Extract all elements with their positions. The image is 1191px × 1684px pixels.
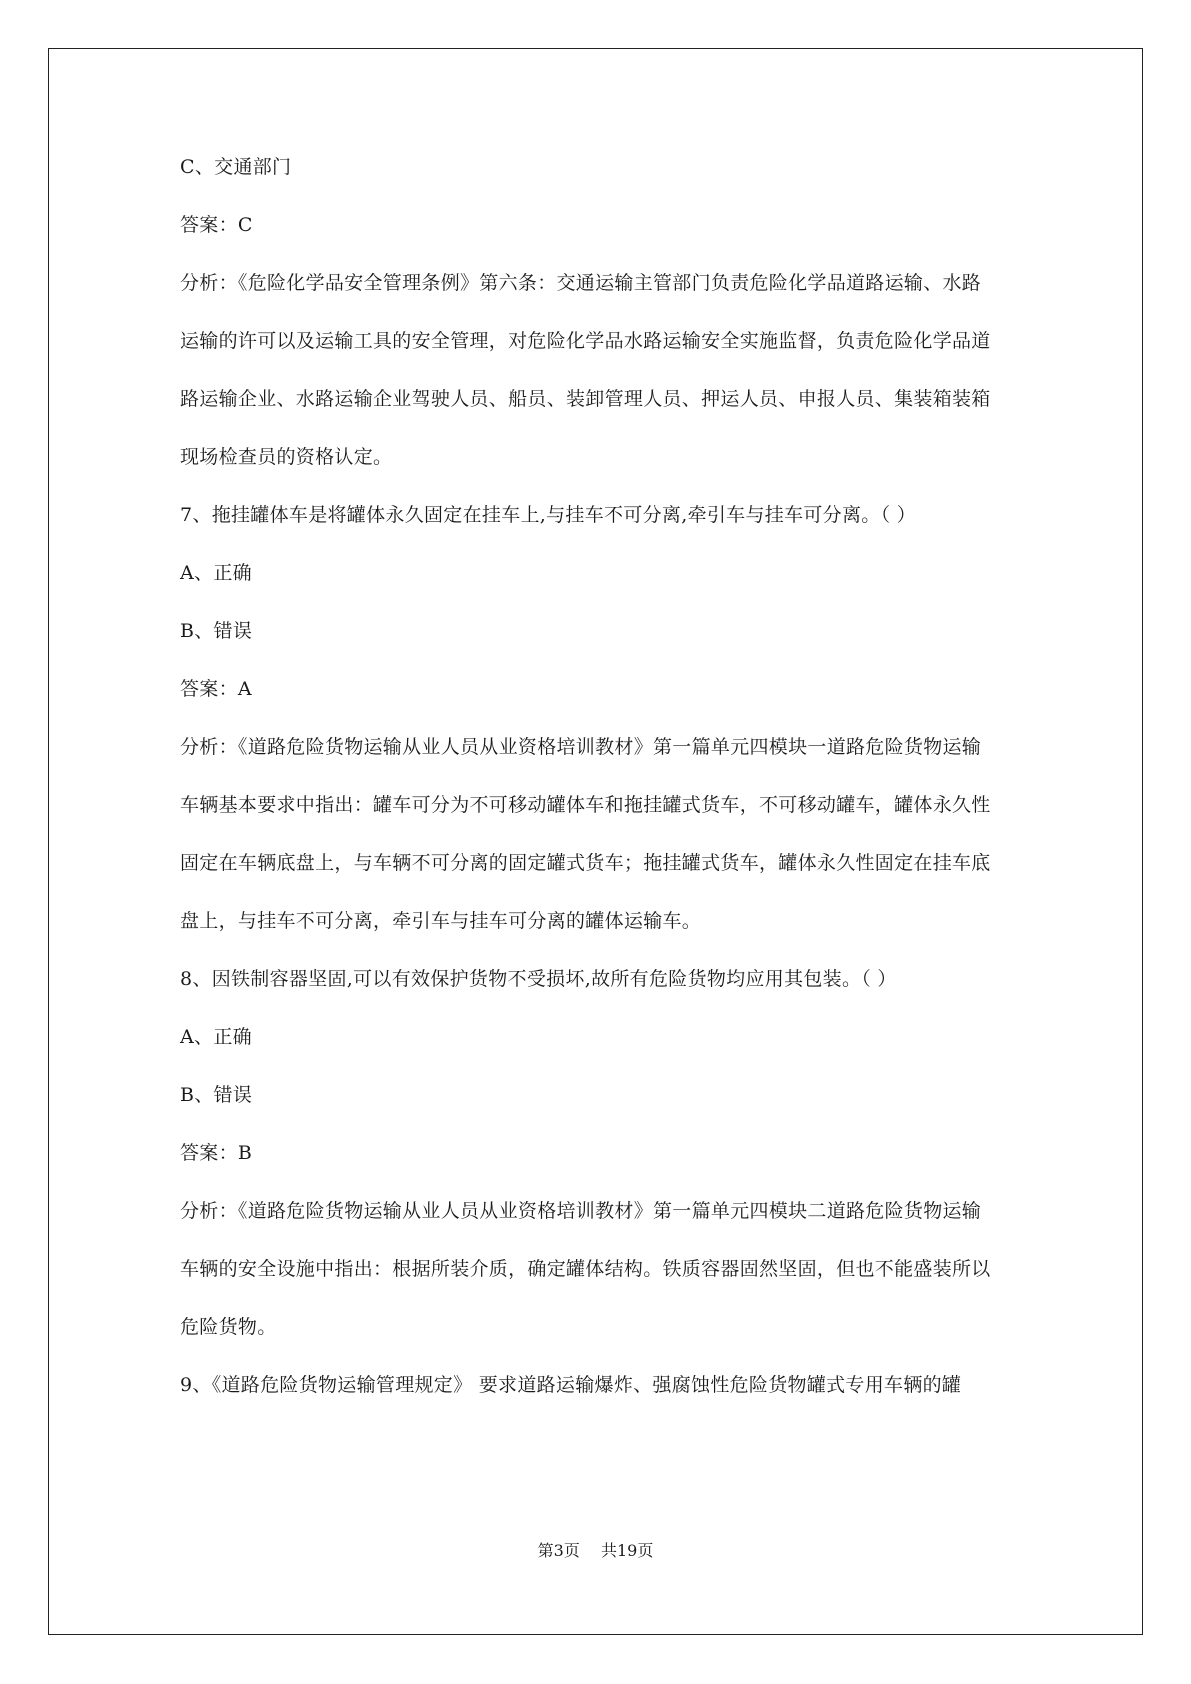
question-8: 8、因铁制容器坚固,可以有效保护货物不受损坏,故所有危险货物均应用其包装。（ ） [180,968,897,990]
question-8-option-b: B、错误 [180,1084,253,1106]
analysis-7-line-3: 固定在车辆底盘上，与车辆不可分离的固定罐式货车；拖挂罐式货车，罐体永久性固定在挂车底 [180,852,991,874]
analysis-7-line-1: 分析：《道路危险货物运输从业人员从业资格培训教材》第一篇单元四模块一道路危险货物运输 [180,736,982,758]
question-7-option-a: A、正确 [180,562,252,584]
question-8-option-a: A、正确 [180,1026,252,1048]
page-total: 共19页 [600,1541,654,1560]
page-footer [0,1540,1191,1562]
analysis-7-line-2: 车辆基本要求中指出：罐车可分为不可移动罐体车和拖挂罐式货车，不可移动罐车，罐体永久性 [180,794,991,816]
question-7: 7、拖挂罐体车是将罐体永久固定在挂车上,与挂车不可分离,牵引车与挂车可分离。（ ） [180,504,917,526]
analysis-8-line-3: 危险货物。 [180,1316,277,1338]
analysis-6-line-2: 运输的许可以及运输工具的安全管理，对危险化学品水路运输安全实施监督，负责危险化学品道 [180,330,991,352]
question-9: 9、《道路危险货物运输管理规定》 要求道路运输爆炸、强腐蚀性危险货物罐式专用车辆的罐 [180,1374,962,1396]
analysis-6-line-4: 现场检查员的资格认定。 [180,446,393,468]
answer-6: 答案：C [180,214,253,236]
page-number: 第3页 [537,1541,580,1560]
answer-8: 答案：B [180,1142,253,1164]
analysis-8-line-2: 车辆的安全设施中指出：根据所装介质，确定罐体结构。铁质容器固然坚固，但也不能盛装所以 [180,1258,991,1280]
analysis-8-line-1: 分析：《道路危险货物运输从业人员从业资格培训教材》第一篇单元四模块二道路危险货物运输 [180,1200,982,1222]
question-7-option-b: B、错误 [180,620,253,642]
answer-7: 答案：A [180,678,252,700]
option-c: C、交通部门 [180,156,292,178]
analysis-7-line-4: 盘上，与挂车不可分离，牵引车与挂车可分离的罐体运输车。 [180,910,702,932]
analysis-6-line-1: 分析：《危险化学品安全管理条例》第六条：交通运输主管部门负责危险化学品道路运输、水路 [180,272,982,294]
analysis-6-line-3: 路运输企业、水路运输企业驾驶人员、船员、装卸管理人员、押运人员、申报人员、集装箱装箱 [180,388,991,410]
